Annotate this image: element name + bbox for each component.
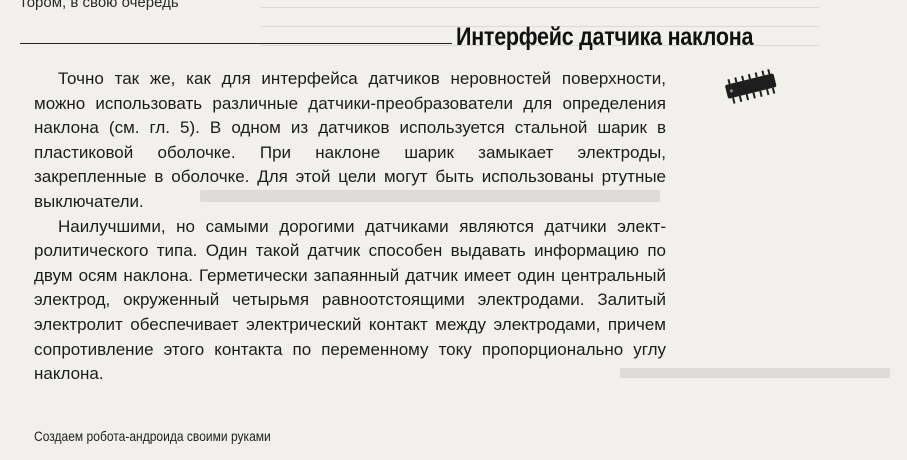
paragraph: Наилучшими, но самыми дорогими датчиками являются датчики электролитического типа. Один такой датчик способен выдавать информацию по двум осям наклона. Герметически запаянный датчик имеет один центральный электрод, окруженный четырьмя равноотстоящими электродами. Залитый электролит обеспечивает электрический контакт между электродами, причем сопротивление этого контакта по переменному току пропорционально углу наклона. <box>34 216 666 384</box>
section-rule <box>20 43 452 44</box>
previous-page-fragment: тором, в свою очередь <box>20 0 179 11</box>
running-footer: Создаем робота-андроида своими руками <box>34 428 271 444</box>
paragraph: Точно так же, как для интерфейса датчиков неровностей поверхности, можно использовать различные датчики-преобразователи для определения наклона (см. гл. 5). В одном из датчиков используется стальной шарик в пластиковой оболочке. При наклоне шарик замыкает электроды, закрепленные в оболочке. Для этой цели могут быть использованы ртутные выключатели. <box>34 69 666 211</box>
chip-icon <box>716 66 786 108</box>
body-text <box>34 67 666 387</box>
section-title: Интерфейс датчика наклона <box>456 23 754 51</box>
